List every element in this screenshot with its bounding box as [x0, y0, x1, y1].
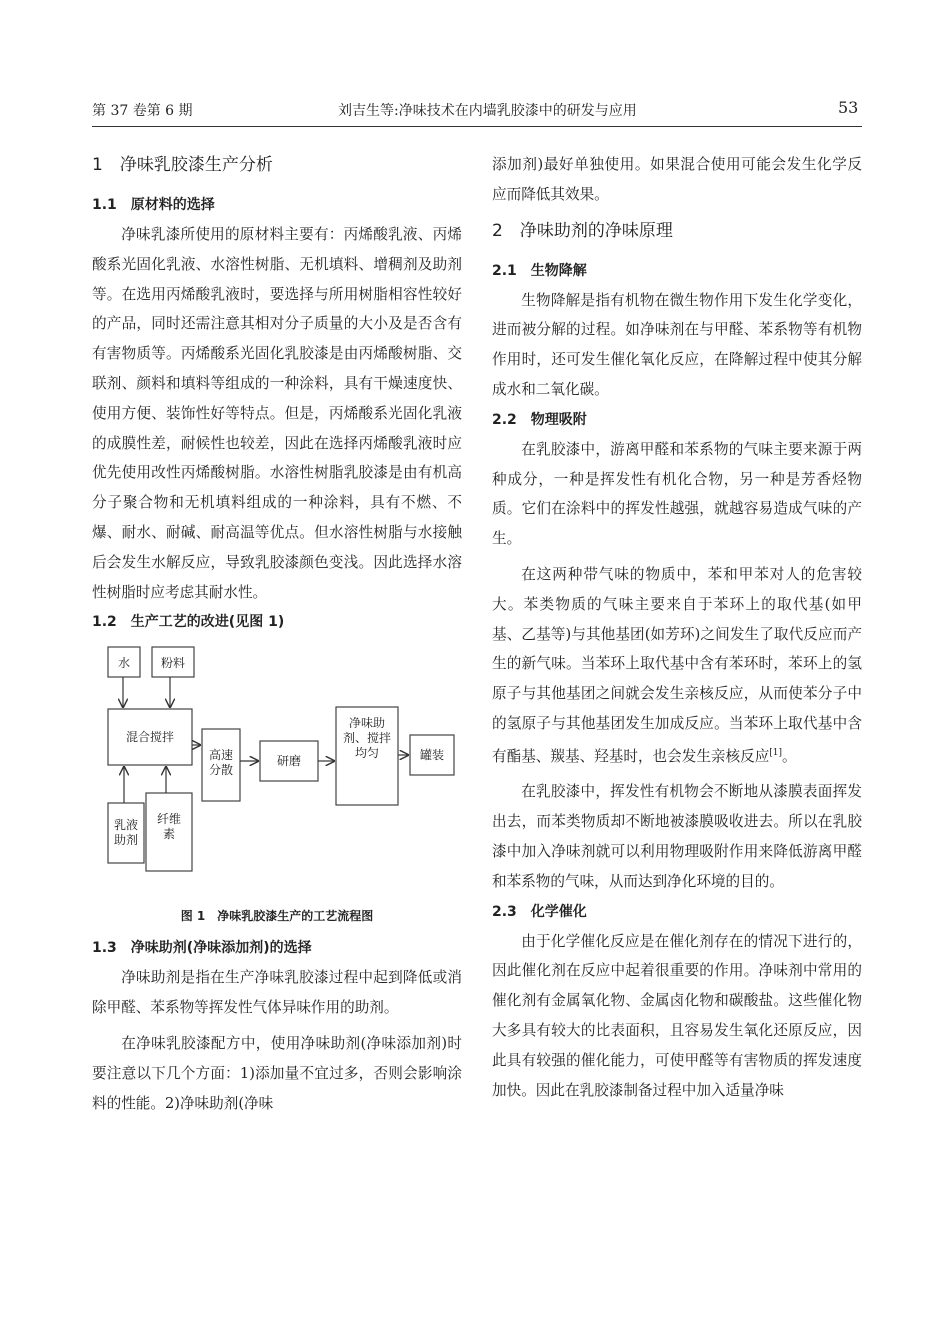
- header-page-number: 53: [838, 98, 859, 117]
- section-1-2-heading: 1.2 生产工艺的改进(见图 1): [92, 614, 285, 631]
- section-2-heading: 2 净味助剂的净味原理: [492, 220, 673, 241]
- figure-caption: 图 1 净味乳胶漆生产的工艺流程图: [180, 909, 374, 924]
- label-mix: 混合搅拌: [125, 730, 175, 745]
- label-emulsion: 乳液助剂: [113, 818, 139, 848]
- process-flow-figure: [92, 643, 462, 905]
- label-grind: 研磨: [276, 754, 302, 769]
- paragraph-end: 。: [782, 747, 797, 765]
- right-column: [492, 150, 862, 1105]
- label-can: 罐装: [419, 748, 445, 763]
- section-2-2-heading: 2.2 物理吸附: [492, 411, 587, 428]
- header-title: 刘吉生等:净味技术在内墙乳胶漆中的研发与应用: [338, 103, 637, 119]
- section-1-3-paragraph-2: 在净味乳胶漆配方中，使用净味助剂(净味添加剂)时要注意以下几个方面：1)添加量不宜过多，否则会影响涂料的性能。2)净味助剂(净味: [92, 1034, 462, 1112]
- section-1-3-paragraph-1: 净味助剂是指在生产净味乳胶漆过程中起到降低或消除甲醛、苯系物等挥发性气体异味作用的助剂。: [92, 969, 462, 1017]
- label-fiber: 纤维素: [156, 812, 182, 842]
- section-2-3-heading: 2.3 化学催化: [492, 903, 587, 920]
- section-2-2-paragraph-1: 在乳胶漆中，游离甲醛和苯系物的气味主要来源于两种成分，一种是挥发性有机化合物，另一种是芳香烃物质。它们在涂料中的挥发性越强，就越容易造成气味的产生。: [492, 440, 862, 548]
- citation-ref[interactable]: [1]: [769, 747, 783, 758]
- section-1-1-paragraph: 净味乳漆所使用的原材料主要有：丙烯酸乳液、丙烯酸系光固化乳液、水溶性树脂、无机填料、增稠剂及助剂等。在选用丙烯酸乳液时，要选择与所用树脂相容性较好的产品，同时还需注意其相对分子质量的大小及是否含有有害物质等。丙烯酸系光固化乳胶漆是由丙烯酸树脂、交联剂、颜料和填料等组成的一种涂料，具有干燥速度快、使用方便、装饰性好等特点。但是，丙烯酸系光固化乳液的成膜性差，耐候性也较差，因此在选择丙烯酸乳液时应优先使用改性丙烯酸树脂。水溶性树脂乳胶漆是由有机高分子聚合物和无机填料组成的一种涂料，具有不燃、不爆、耐水、耐碱、耐高温等优点。但水溶性树脂与水接触后会发生水解反应，导致乳胶漆颜色变浅。因此选择水溶性树脂时应考虑其耐水性。: [92, 226, 462, 601]
- section-2-2-paragraph-2: [492, 560, 862, 771]
- left-column: [92, 150, 462, 1118]
- paragraph-text: 在这两种带气味的物质中，苯和甲苯对人的危害较大。苯类物质的气味主要来自于苯环上的取代基(如甲基、乙基等)与其他基团(如芳环)之间发生了取代反应而产生的新气味。当苯环上取代基中含有苯环时，苯环上的氢原子与其他基团之间就会发生亲核反应，从而使苯分子中的氢原子与其他基团发生加成反应。当苯环上取代基中含有酯基、羰基、羟基时，也会发生亲核反应: [492, 565, 862, 765]
- header-rule: [92, 126, 862, 127]
- flow-diagram: [92, 643, 462, 905]
- section-2-1-heading: 2.1 生物降解: [492, 262, 587, 279]
- section-1-3-heading: 1.3 净味助剂(净味添加剂)的选择: [92, 940, 312, 957]
- label-disperse: 高速分散: [208, 748, 234, 778]
- continued-paragraph: 添加剂)最好单独使用。如果混合使用可能会发生化学反应而降低其效果。: [492, 156, 862, 203]
- label-powder: 粉料: [160, 656, 186, 671]
- section-1-1-heading: 1.1 原材料的选择: [92, 197, 215, 213]
- section-2-3-paragraph: 由于化学催化反应是在催化剂存在的情况下进行的，因此催化剂在反应中起着很重要的作用。净味剂中常用的催化剂有金属氧化物、金属卤化物和碳酸盐。这些催化物大多具有较大的比表面积，且容易发生氧化还原反应，因此具有较强的催化能力，可使甲醛等有害物质的挥发速度加快。因此在乳胶漆制备过程中加入适量净味: [492, 932, 862, 1099]
- section-1-heading: 1 净味乳胶漆生产分析: [92, 155, 273, 175]
- header-journal: 第 37 卷第 6 期: [92, 103, 193, 119]
- section-2-1-paragraph: 生物降解是指有机物在微生物作用下发生化学变化，进而被分解的过程。如净味剂在与甲醛、苯系物等有机物作用时，还可发生催化氧化反应，在降解过程中使其分解成水和二氧化碳。: [492, 291, 862, 398]
- label-water: 水: [117, 656, 131, 671]
- label-additive-mix: 净味助剂、搅拌均匀: [342, 716, 392, 761]
- section-2-2-paragraph-3: 在乳胶漆中，挥发性有机物会不断地从漆膜表面挥发出去，而苯类物质却不断地被漆膜吸收进去。所以在乳胶漆中加入净味剂就可以利用物理吸附作用来降低游离甲醛和苯系物的气味，从而达到净化环境的目的。: [492, 783, 862, 890]
